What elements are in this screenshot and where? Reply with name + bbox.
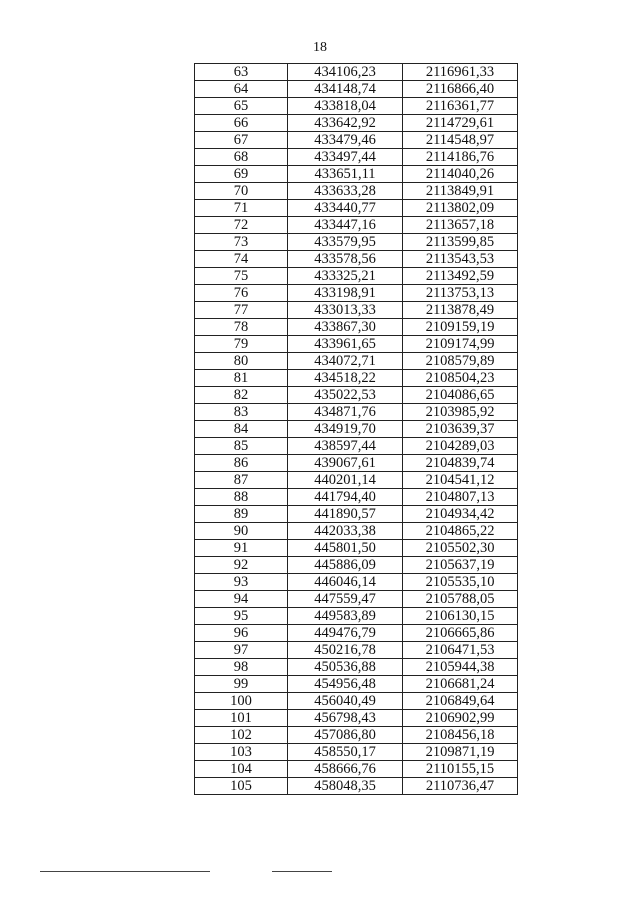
x-coordinate-cell: 433961,65 [288,336,403,353]
table-row [195,149,518,166]
table-row [195,659,518,676]
y-coordinate-cell: 2113492,59 [403,268,518,285]
point-number-cell: 64 [195,81,288,98]
y-coordinate-cell: 2103639,37 [403,421,518,438]
point-number-cell: 72 [195,217,288,234]
point-number-cell: 75 [195,268,288,285]
table-row [195,693,518,710]
table-row [195,166,518,183]
y-coordinate-cell: 2106665,86 [403,625,518,642]
y-coordinate-cell: 2110155,15 [403,761,518,778]
x-coordinate-cell: 439067,61 [288,455,403,472]
point-number-cell: 100 [195,693,288,710]
table-row [195,319,518,336]
y-coordinate-cell: 2108504,23 [403,370,518,387]
point-number-cell: 82 [195,387,288,404]
point-number-cell: 104 [195,761,288,778]
point-number-cell: 86 [195,455,288,472]
point-number-cell: 102 [195,727,288,744]
x-coordinate-cell: 445886,09 [288,557,403,574]
y-coordinate-cell: 2104086,65 [403,387,518,404]
x-coordinate-cell: 434871,76 [288,404,403,421]
x-coordinate-cell: 447559,47 [288,591,403,608]
y-coordinate-cell: 2106902,99 [403,710,518,727]
table-row [195,132,518,149]
table-row [195,64,518,81]
table-row [195,251,518,268]
table-row [195,676,518,693]
y-coordinate-cell: 2105535,10 [403,574,518,591]
y-coordinate-cell: 2104934,42 [403,506,518,523]
x-coordinate-cell: 441890,57 [288,506,403,523]
table-row [195,540,518,557]
point-number-cell: 63 [195,64,288,81]
x-coordinate-cell: 433447,16 [288,217,403,234]
coordinates-table-body [195,64,518,795]
y-coordinate-cell: 2104839,74 [403,455,518,472]
point-number-cell: 65 [195,98,288,115]
table-row [195,523,518,540]
x-coordinate-cell: 433325,21 [288,268,403,285]
table-row [195,438,518,455]
x-coordinate-cell: 433579,95 [288,234,403,251]
point-number-cell: 70 [195,183,288,200]
x-coordinate-cell: 449583,89 [288,608,403,625]
point-number-cell: 74 [195,251,288,268]
point-number-cell: 73 [195,234,288,251]
point-number-cell: 67 [195,132,288,149]
table-row [195,98,518,115]
x-coordinate-cell: 433642,92 [288,115,403,132]
point-number-cell: 77 [195,302,288,319]
table-row [195,234,518,251]
point-number-cell: 79 [195,336,288,353]
point-number-cell: 97 [195,642,288,659]
table-row [195,506,518,523]
table-row [195,608,518,625]
x-coordinate-cell: 458666,76 [288,761,403,778]
y-coordinate-cell: 2113543,53 [403,251,518,268]
y-coordinate-cell: 2105788,05 [403,591,518,608]
table-row [195,336,518,353]
point-number-cell: 90 [195,523,288,540]
y-coordinate-cell: 2114548,97 [403,132,518,149]
y-coordinate-cell: 2109871,19 [403,744,518,761]
page-number: 18 [313,40,327,55]
x-coordinate-cell: 434518,22 [288,370,403,387]
point-number-cell: 99 [195,676,288,693]
table-row [195,472,518,489]
x-coordinate-cell: 433578,56 [288,251,403,268]
x-coordinate-cell: 458550,17 [288,744,403,761]
table-row [195,591,518,608]
x-coordinate-cell: 442033,38 [288,523,403,540]
x-coordinate-cell: 450216,78 [288,642,403,659]
y-coordinate-cell: 2108456,18 [403,727,518,744]
y-coordinate-cell: 2106471,53 [403,642,518,659]
y-coordinate-cell: 2114186,76 [403,149,518,166]
table-row [195,455,518,472]
x-coordinate-cell: 457086,80 [288,727,403,744]
table-row [195,217,518,234]
x-coordinate-cell: 454956,48 [288,676,403,693]
y-coordinate-cell: 2113657,18 [403,217,518,234]
x-coordinate-cell: 433479,46 [288,132,403,149]
table-row [195,285,518,302]
x-coordinate-cell: 434072,71 [288,353,403,370]
point-number-cell: 103 [195,744,288,761]
y-coordinate-cell: 2113878,49 [403,302,518,319]
point-number-cell: 101 [195,710,288,727]
table-row [195,625,518,642]
point-number-cell: 87 [195,472,288,489]
x-coordinate-cell: 434148,74 [288,81,403,98]
table-row [195,302,518,319]
y-coordinate-cell: 2109174,99 [403,336,518,353]
x-coordinate-cell: 440201,14 [288,472,403,489]
point-number-cell: 85 [195,438,288,455]
x-coordinate-cell: 434919,70 [288,421,403,438]
point-number-cell: 93 [195,574,288,591]
x-coordinate-cell: 456040,49 [288,693,403,710]
table-row [195,183,518,200]
table-row [195,387,518,404]
y-coordinate-cell: 2113849,91 [403,183,518,200]
point-number-cell: 105 [195,778,288,795]
table-row [195,81,518,98]
x-coordinate-cell: 449476,79 [288,625,403,642]
table-row [195,353,518,370]
table-row [195,404,518,421]
y-coordinate-cell: 2116961,33 [403,64,518,81]
table-row [195,557,518,574]
table-row [195,370,518,387]
point-number-cell: 88 [195,489,288,506]
y-coordinate-cell: 2116866,40 [403,81,518,98]
point-number-cell: 81 [195,370,288,387]
footer-divider-line-short [272,871,332,872]
x-coordinate-cell: 433633,28 [288,183,403,200]
x-coordinate-cell: 433818,04 [288,98,403,115]
point-number-cell: 68 [195,149,288,166]
y-coordinate-cell: 2104865,22 [403,523,518,540]
y-coordinate-cell: 2106681,24 [403,676,518,693]
y-coordinate-cell: 2105637,19 [403,557,518,574]
point-number-cell: 84 [195,421,288,438]
table-row [195,421,518,438]
y-coordinate-cell: 2116361,77 [403,98,518,115]
x-coordinate-cell: 433867,30 [288,319,403,336]
table-row [195,574,518,591]
y-coordinate-cell: 2114729,61 [403,115,518,132]
y-coordinate-cell: 2106849,64 [403,693,518,710]
y-coordinate-cell: 2104541,12 [403,472,518,489]
y-coordinate-cell: 2108579,89 [403,353,518,370]
x-coordinate-cell: 438597,44 [288,438,403,455]
x-coordinate-cell: 434106,23 [288,64,403,81]
footer-divider-line [40,871,210,872]
y-coordinate-cell: 2105502,30 [403,540,518,557]
point-number-cell: 98 [195,659,288,676]
x-coordinate-cell: 450536,88 [288,659,403,676]
point-number-cell: 94 [195,591,288,608]
point-number-cell: 92 [195,557,288,574]
x-coordinate-cell: 433198,91 [288,285,403,302]
point-number-cell: 83 [195,404,288,421]
x-coordinate-cell: 433440,77 [288,200,403,217]
x-coordinate-cell: 435022,53 [288,387,403,404]
y-coordinate-cell: 2113802,09 [403,200,518,217]
x-coordinate-cell: 433497,44 [288,149,403,166]
y-coordinate-cell: 2110736,47 [403,778,518,795]
coordinates-table [194,63,518,795]
point-number-cell: 76 [195,285,288,302]
point-number-cell: 95 [195,608,288,625]
table-row [195,115,518,132]
point-number-cell: 80 [195,353,288,370]
point-number-cell: 69 [195,166,288,183]
table-row [195,727,518,744]
x-coordinate-cell: 433651,11 [288,166,403,183]
y-coordinate-cell: 2105944,38 [403,659,518,676]
table-row [195,489,518,506]
x-coordinate-cell: 446046,14 [288,574,403,591]
point-number-cell: 89 [195,506,288,523]
point-number-cell: 71 [195,200,288,217]
y-coordinate-cell: 2104807,13 [403,489,518,506]
y-coordinate-cell: 2113753,13 [403,285,518,302]
table-row [195,268,518,285]
table-row [195,778,518,795]
y-coordinate-cell: 2114040,26 [403,166,518,183]
y-coordinate-cell: 2113599,85 [403,234,518,251]
point-number-cell: 78 [195,319,288,336]
point-number-cell: 66 [195,115,288,132]
table-row [195,200,518,217]
point-number-cell: 91 [195,540,288,557]
x-coordinate-cell: 458048,35 [288,778,403,795]
point-number-cell: 96 [195,625,288,642]
x-coordinate-cell: 445801,50 [288,540,403,557]
x-coordinate-cell: 441794,40 [288,489,403,506]
y-coordinate-cell: 2106130,15 [403,608,518,625]
y-coordinate-cell: 2104289,03 [403,438,518,455]
x-coordinate-cell: 433013,33 [288,302,403,319]
y-coordinate-cell: 2103985,92 [403,404,518,421]
x-coordinate-cell: 456798,43 [288,710,403,727]
table-row [195,710,518,727]
table-row [195,744,518,761]
table-row [195,642,518,659]
y-coordinate-cell: 2109159,19 [403,319,518,336]
table-row [195,761,518,778]
